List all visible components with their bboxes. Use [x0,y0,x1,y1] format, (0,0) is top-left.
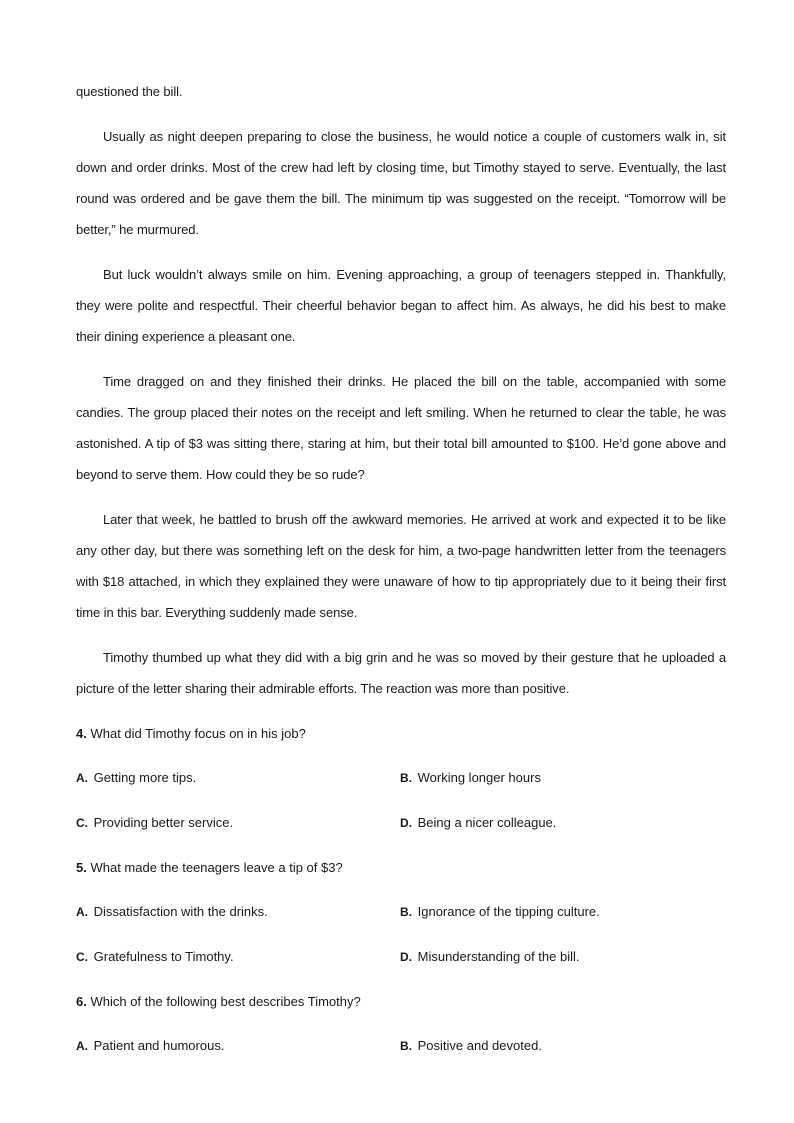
option-d [400,807,556,839]
question-text: What did Timothy focus on in his job? [90,726,306,741]
question-6 [76,986,726,1030]
question-5 [76,852,726,896]
option-a [76,1030,224,1062]
option-text: Ignorance of the tipping culture. [417,904,600,919]
option-b [400,762,541,794]
question-list [76,718,726,1075]
passage-paragraph: But luck wouldn’t always smile on him. Evening approaching, a group of teenagers stepped in. Thankfully, they were polite and respectful. Their cheerful behavior began to affect him. As always, he did his best to make their dining experience a pleasant one. [76,267,726,344]
option-text: Being a nicer colleague. [417,815,557,830]
option-c [76,807,233,839]
option-text: Dissatisfaction with the drinks. [93,904,268,919]
option-letter: D. [400,816,412,830]
option-d [400,941,580,973]
option-letter: A. [76,905,88,919]
option-text: Positive and devoted. [417,1038,542,1053]
options-row [76,941,726,986]
option-letter: D. [400,950,412,964]
option-letter: B. [400,1039,412,1053]
option-text: Working longer hours [417,770,541,785]
question-4 [76,718,726,762]
option-a [76,896,268,928]
option-letter: A. [76,1039,88,1053]
question-text: Which of the following best describes Timothy? [90,994,361,1009]
passage-body [76,121,726,718]
passage-paragraph: Time dragged on and they finished their drinks. He placed the bill on the table, accompanied with some candies. The group placed their notes on the receipt and left smiling. When he returned to clear the table, he was astonished. A tip of $3 was sitting there, staring at him, but their total bill amounted to $100. He’d gone above and beyond to serve them. How could they be so rude? [76,374,726,482]
option-b [400,1030,542,1062]
passage-paragraph: Later that week, he battled to brush off the awkward memories. He arrived at work and expected it to be like any other day, but there was something left on the desk for him, a two-page handwritten letter from the teenagers with $18 attached, in which they explained they were unaware of how to tip appropriately due to it being their first time in this bar. Everything suddenly made sense. [76,512,726,620]
option-text: Gratefulness to Timothy. [93,949,234,964]
passage-paragraph: Timothy thumbed up what they did with a big grin and he was so moved by their gesture that he uploaded a picture of the letter sharing their admirable efforts. The reaction was more than positive. [76,650,726,696]
option-letter: B. [400,771,412,785]
option-letter: C. [76,816,88,830]
option-text: Getting more tips. [93,770,197,785]
option-b [400,896,600,928]
options-row [76,1030,726,1075]
passage-continued-line [76,76,726,107]
passage-continued-text: questioned the bill. [76,84,183,99]
question-number: 5. [76,860,87,875]
option-text: Patient and humorous. [93,1038,225,1053]
question-number: 6. [76,994,87,1009]
option-letter: A. [76,771,88,785]
options-row [76,762,726,807]
passage-paragraph: Usually as night deepen preparing to close the business, he would notice a couple of customers walk in, sit down and order drinks. Most of the crew had left by closing time, but Timothy stayed to serve. Eventually, the last round was ordered and be gave them the bill. The minimum tip was suggested on the receipt. “Tomorrow will be better,” he murmured. [76,129,726,237]
options-row [76,896,726,941]
question-text: What made the teenagers leave a tip of $3? [90,860,343,875]
option-letter: C. [76,950,88,964]
option-text: Misunderstanding of the bill. [417,949,580,964]
option-c [76,941,234,973]
option-a [76,762,196,794]
options-row [76,807,726,852]
option-text: Providing better service. [93,815,234,830]
option-letter: B. [400,905,412,919]
question-number: 4. [76,726,87,741]
